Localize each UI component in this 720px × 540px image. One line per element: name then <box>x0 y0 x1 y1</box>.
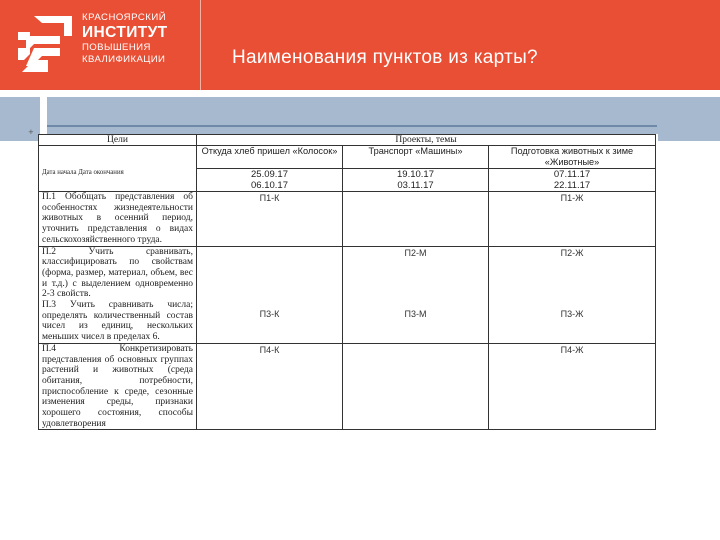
project-mashiny: Транспорт «Машины» <box>343 146 489 169</box>
logo-line-advanced: ПОВЫШЕНИЯ <box>82 42 151 54</box>
dates-mashiny: 19.10.17 03.11.17 <box>343 169 489 192</box>
document-marker: + <box>28 128 34 136</box>
goal-p4: П.4 Конкретизировать представления об основных группах растений и животных (среда обитания, потребности, приспособление к среде, сезонные изменения среды, признаки хорошего состояния, способы удовлетворения <box>39 343 197 430</box>
code-cell: П4-К <box>197 343 343 430</box>
header-themes: Проекты, темы <box>197 135 656 146</box>
project-kolosok: Откуда хлеб пришел «Колосок» <box>197 146 343 169</box>
table-row <box>39 246 656 343</box>
code-cell <box>343 343 489 430</box>
project-zhivotnye: Подготовка животных к зиме «Животные» <box>489 146 656 169</box>
code-cell: П1-К <box>197 192 343 247</box>
document-image <box>38 134 658 480</box>
date-label: Дата начала Дата окончания <box>39 146 197 192</box>
slide-header <box>0 0 720 90</box>
header-goals: Цели <box>39 135 197 146</box>
table-row <box>39 343 656 430</box>
institute-logo-icon <box>16 14 74 74</box>
decorative-band-left <box>0 97 40 141</box>
code-cell: П4-Ж <box>489 343 656 430</box>
logo-line-qualification: КВАЛИФИКАЦИИ <box>82 53 166 65</box>
planning-table <box>38 134 656 430</box>
decorative-band-rule <box>47 125 657 127</box>
goal-p1: П.1 Обобщать представления об особенностях жизнедеятельности животных в осенний период, уточнить представления о видах сельскохозяйственного труда. <box>39 192 197 247</box>
logo-line-region: КРАСНОЯРСКИЙ <box>82 12 167 23</box>
goal-p3: П.3 Учить сравнивать числа; определять количественный состав чисел из единиц, нескольких меньших чисел в пределах 6. <box>42 300 193 343</box>
dates-kolosok: 25.09.17 06.10.17 <box>197 169 343 192</box>
code-cell <box>343 192 489 247</box>
projects-row <box>39 146 656 169</box>
slide-title: Наименования пунктов из карты? <box>232 47 538 68</box>
code-cell: П2-Ж П3-Ж <box>489 246 656 343</box>
dates-zhivotnye: 07.11.17 22.11.17 <box>489 169 656 192</box>
goal-p2-p3 <box>39 246 197 343</box>
table-row <box>39 192 656 247</box>
goal-p2: П.2 Учить сравнивать, классифицировать по свойствам (форма, размер, материал, объем, вес и т.д.) с выделением одновременно 2-3 свойств. <box>42 246 193 300</box>
institute-logo <box>0 0 201 90</box>
code-cell: П2-М П3-М <box>343 246 489 343</box>
logo-line-institute: ИНСТИТУТ <box>82 23 168 41</box>
institute-logo-text <box>82 13 197 64</box>
table-header-row <box>39 135 656 146</box>
code-cell: П1-Ж <box>489 192 656 247</box>
code-cell: П3-К <box>197 246 343 343</box>
